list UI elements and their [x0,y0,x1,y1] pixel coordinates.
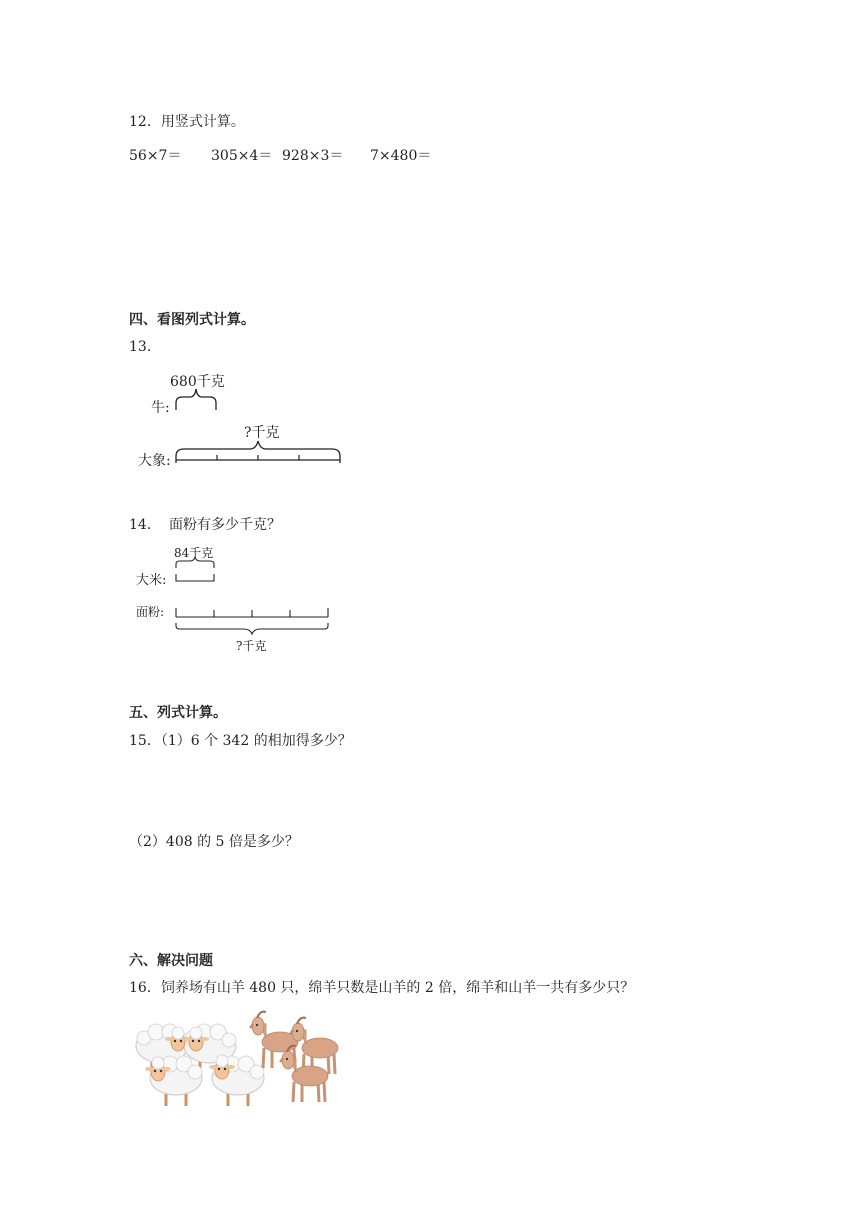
q14-flour-label: 面粉: [136,605,165,619]
sheep-and-goats-illustration [128,1008,348,1118]
q12-title: 12．用竖式计算。 [129,114,245,130]
q14-rice-label: 大米: [136,573,167,588]
q14-flour-brace [176,623,328,634]
section-5-heading: 五、列式计算。 [129,705,227,721]
q14-rice-value: 84千克 [174,546,214,560]
q13-cow-value: 680千克 [170,374,225,390]
q14-number: 14． [129,517,161,533]
q12-expr-2: 305×4＝ [211,148,273,164]
goat-group [250,1012,338,1102]
q13-elephant-label: 大象: [138,453,171,469]
q13-diagram [130,365,370,475]
q14-diagram [130,543,350,658]
q13-cow-label: 牛: [151,400,170,416]
q13-number: 13． [129,339,161,355]
q14-flour-value: ?千克 [236,639,267,653]
q12-expr-4: 7×480＝ [370,148,432,164]
q12-expr-3: 928×3＝ [282,148,344,164]
q13-elephant-value: ?千克 [244,425,280,441]
q12-expr-1: 56×7＝ [129,148,182,164]
q13-cow-brace [176,389,216,410]
sheep-group [136,1024,264,1106]
q14-question: 面粉有多少千克？ [169,517,281,533]
section-4-heading: 四、看图列式计算。 [129,312,255,328]
q15-part-2: （2）408 的 5 倍是多少？ [129,834,299,850]
section-6-heading: 六、解决问题 [129,953,213,969]
q16-text: 16．饲养场有山羊 480 只，绵羊只数是山羊的 2 倍，绵羊和山羊一共有多少只？ [129,980,635,996]
q15-part-1: 15．（1）6 个 342 的相加得多少？ [129,733,352,749]
q14-rice-bar [176,574,214,581]
